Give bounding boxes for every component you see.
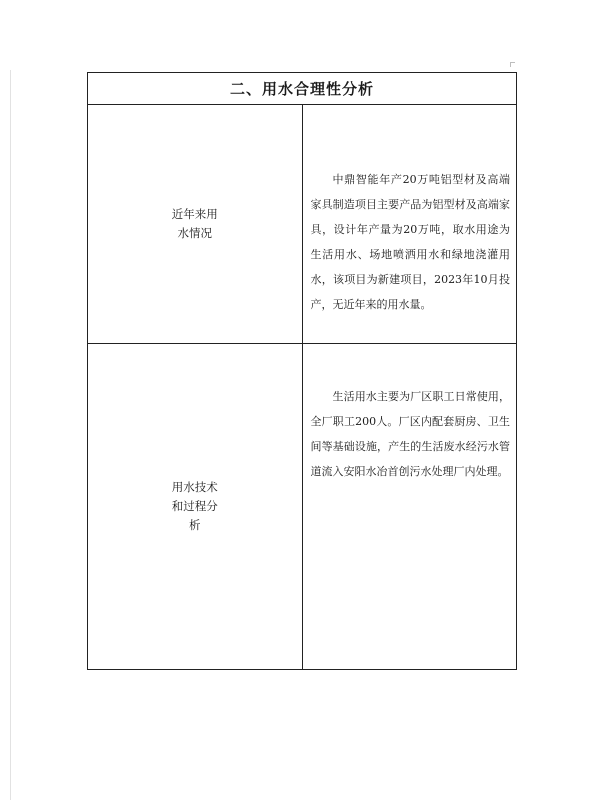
row-label-water-technology xyxy=(88,344,303,670)
table-row xyxy=(88,344,517,670)
table-row xyxy=(88,105,517,344)
label-line: 析 xyxy=(189,518,201,532)
section-title: 二、用水合理性分析 xyxy=(88,73,517,105)
water-use-analysis-table xyxy=(87,72,517,670)
label-line: 水情况 xyxy=(177,226,212,240)
label-line: 近年来用 xyxy=(171,207,218,221)
table-header-row xyxy=(88,73,517,105)
label-line: 和过程分 xyxy=(171,499,218,513)
page-edge-line xyxy=(10,70,11,800)
row-label-recent-water-use xyxy=(88,105,303,344)
row-content-water-technology xyxy=(302,344,517,670)
row-content-recent-water-use xyxy=(302,105,517,344)
content-paragraph: 中鼎智能年产20万吨铝型材及高端家具制造项目主要产品为铝型材及高端家具，设计年产量为20万吨，取水用途为生活用水、场地喷洒用水和绿地浇灌用水，该项目为新建项目，2023年10月投产，无近年来的用水量。 xyxy=(310,173,510,311)
corner-crop-mark xyxy=(510,62,515,67)
content-paragraph: 生活用水主要为厂区职工日常使用，全厂职工200人。厂区内配套厨房、卫生间等基础设施，产生的生活废水经污水管道流入安阳水冶首创污水处理厂内处理。 xyxy=(310,390,510,478)
label-line: 用水技术 xyxy=(171,480,218,494)
